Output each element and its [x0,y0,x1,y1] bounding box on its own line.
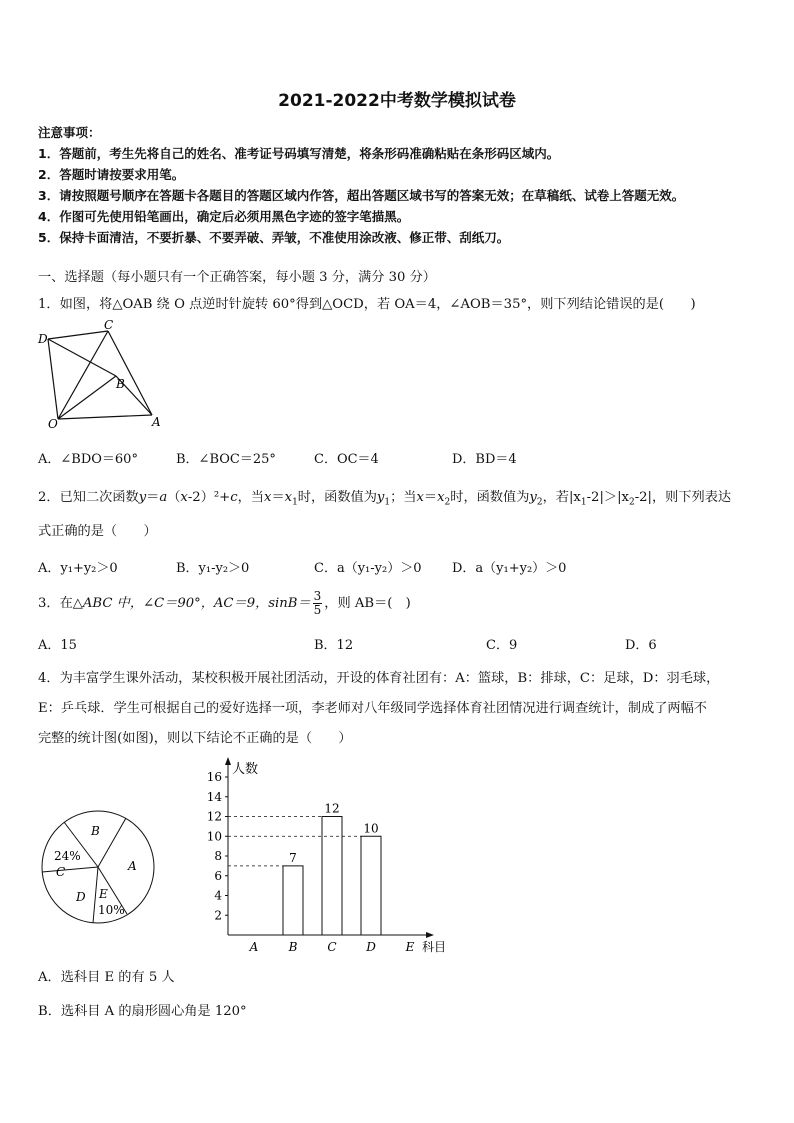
pie-label-E-percent: 10% [98,903,125,917]
pie-label-C: C [56,865,66,879]
notice-item-1: 1．答题前，考生先将自己的姓名、准考证号码填写清楚，将条形码准确粘贴在条形码区域内。 [38,146,560,161]
q4-option-b: B．选科目 A 的扇形圆心角是 120° [38,1004,247,1019]
q2-option-c: C．a（y₁-y₂）＞0 [314,561,422,576]
x-tick-label-E: E [405,940,415,954]
x-axis-label: 科目 [422,940,447,954]
q1-geometry-figure [36,318,166,430]
y-tick-label-14: 14 [206,789,222,804]
y-tick-label-4: 4 [214,888,222,903]
bar-C [322,817,342,936]
y-tick-label-2: 2 [214,908,222,923]
pie-chart [38,800,160,934]
q4-option-a: A．选科目 E 的有 5 人 [38,970,175,985]
q4-stem-line1: 4．为丰富学生课外活动，某校积极开展社团活动，开设的体育社团有：A：篮球，B：排球，C：足球，D：羽毛球， [38,671,720,686]
x-tick-label-C: C [327,940,337,954]
q2-option-a: A．y₁+y₂＞0 [38,561,118,576]
label-D: D [38,332,48,346]
bar-chart [200,757,455,957]
x-axis-arrow [426,932,434,938]
q4-stem-line2: E：乒乓球．学生可根据自己的爱好选择一项，李老师对八年级同学选择体育社团情况进行调查统计，制成了两幅不 [38,701,707,716]
notice-item-2: 2．答题时请按要求用笔。 [38,167,185,182]
section-heading: 一、选择题（每小题只有一个正确答案，每小题 3 分，满分 30 分） [38,270,436,285]
y-tick-label-12: 12 [206,809,222,824]
pie-label-A: A [128,859,137,873]
q3-option-c: C．9 [486,638,518,653]
y-tick-label-6: 6 [214,868,222,883]
bar-value-label-B: 7 [289,850,297,865]
notice-item-3: 3．请按照题号顺序在答题卡各题目的答题区域内作答，超出答题区域书写的答案无效；在草稿纸、试卷上答题无效。 [38,188,685,203]
y-tick-label-10: 10 [206,829,222,844]
q2-stem-line2: 式正确的是（ ） [38,524,157,539]
q2-stem-line1: 2．已知二次函数y＝a（x-2）²+c，当$x=x_1$时，函数值为$y_1$；当$x=x_2$时，函数值为$y_2$，若$|x_1-2|>|x_2-2|$，则下列表达 [38,490,732,508]
y-axis-arrow [225,757,231,765]
page-title: 2021-2022中考数学模拟试卷 [278,91,516,111]
y-tick-label-16: 16 [206,770,222,784]
notice-heading: 注意事项： [38,125,101,140]
pie-label-D: D [76,890,86,904]
y-tick-label-8: 8 [214,849,222,863]
label-A: A [152,415,161,429]
bar-B [283,866,303,935]
bar-value-label-C: 12 [324,801,340,816]
q3-option-d: D．6 [625,638,657,653]
bar-value-label-D: 10 [363,821,379,836]
q2-option-b: B．y₁-y₂＞0 [176,561,250,576]
label-O: O [48,417,58,430]
q2-option-d: D．a（y₁+y₂）＞0 [452,561,567,576]
q3-option-b: B．12 [314,638,354,653]
q1-option-c: C．OC＝4 [314,452,379,467]
q1-stem: 1．如图，将△OAB 绕 O 点逆时针旋转 60°得到△OCD，若 OA＝4，∠AOB＝35°，则下列结论错误的是( ) [38,297,696,312]
bar-D [361,836,381,935]
q3-option-a: A．15 [38,638,77,653]
y-axis-label: 人数 [232,762,259,777]
pie-label-C-percent: 24% [54,849,81,863]
q1-option-b: B．∠BOC＝25° [176,452,276,467]
label-C: C [104,318,114,332]
notice-item-4: 4．作图可先使用铅笔画出，确定后必须用黑色字迹的签字笔描黑。 [38,209,410,224]
pie-label-E: E [99,887,108,901]
label-B: B [116,377,125,391]
q4-stem-line3: 完整的统计图(如图)，则以下结论不正确的是（ ） [38,731,352,746]
q1-option-a: A．∠BDO＝60° [38,452,138,467]
x-tick-label-B: B [288,940,298,954]
fraction-3-5: $\frac{3}{5}$ [313,589,322,617]
x-tick-label-D: D [366,940,376,954]
notice-item-5: 5．保持卡面清洁，不要折暴、不要弄破、弄皱，不准使用涂改液、修正带、刮纸刀。 [38,230,510,245]
q1-option-d: D．BD＝4 [452,452,517,467]
x-tick-label-A: A [249,940,259,954]
pie-label-B: B [91,824,100,838]
q3-stem: 3．在△ABC 中，∠C＝90°，AC＝9，sinB＝ $\frac{3}{5}$ ，则 AB＝( ) [38,589,411,617]
